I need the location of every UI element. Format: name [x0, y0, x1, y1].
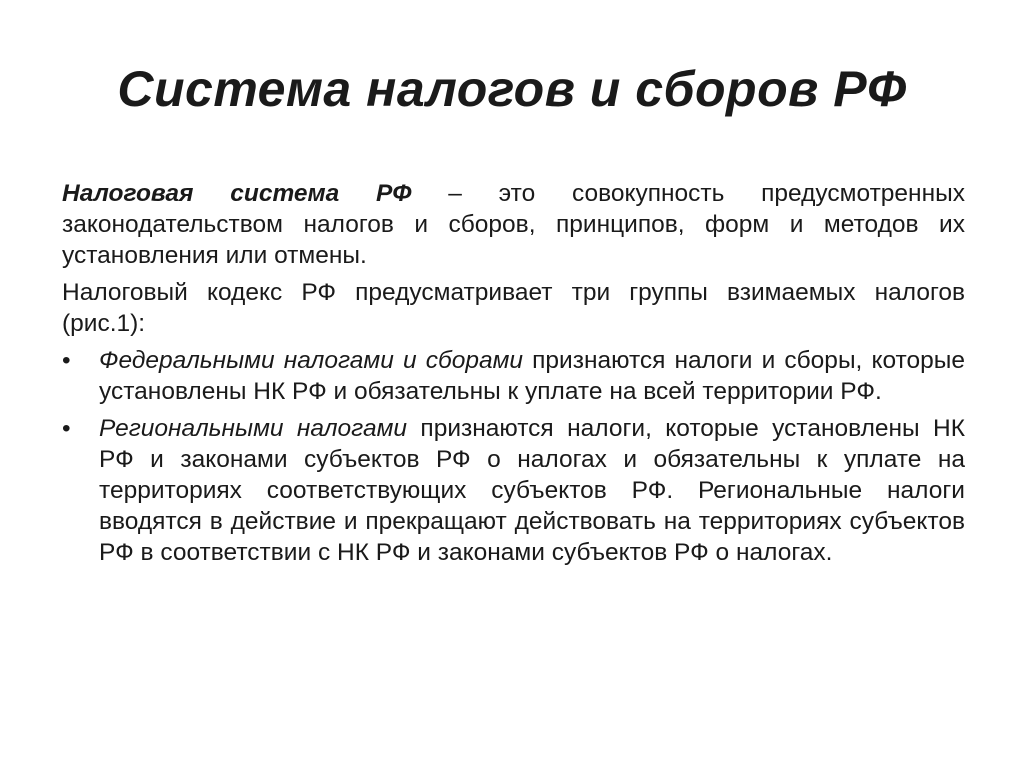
bullet-federal	[62, 345, 965, 407]
term-regional-taxes: Региональными налогами	[99, 415, 408, 442]
term-federal-taxes: Федеральными налогами и сборами	[99, 347, 524, 374]
term-tax-system: Налоговая система РФ	[62, 180, 412, 207]
bullet-icon: •	[62, 415, 71, 442]
bullet-federal-text: признаются налоги и сборы, которые установлены НК РФ и обязательны к уплате на всей территории РФ.	[99, 347, 965, 405]
paragraph-definition	[62, 178, 965, 271]
slide-title: Система налогов и сборов РФ	[117, 61, 907, 117]
bullet-regional	[62, 413, 965, 568]
definition-text: – это совокупность предусмотренных законодательством налогов и сборов, принципов, форм и методов их установления или отмены.	[62, 180, 965, 269]
bullet-icon: •	[62, 347, 71, 374]
bullet-regional-text: признаются налоги, которые установлены НК РФ и законами субъектов РФ о налогах и обязательны к уплате на территориях соответствующих субъектов РФ. Региональные налоги вводятся в действие и прекращают действовать на территориях субъектов РФ в соответствии с НК РФ и законами субъектов РФ о налогах.	[99, 415, 966, 566]
slide-content	[62, 178, 965, 574]
paragraph-tax-code: Налоговый кодекс РФ предусматривает три группы взимаемых налогов (рис.1):	[62, 279, 965, 337]
